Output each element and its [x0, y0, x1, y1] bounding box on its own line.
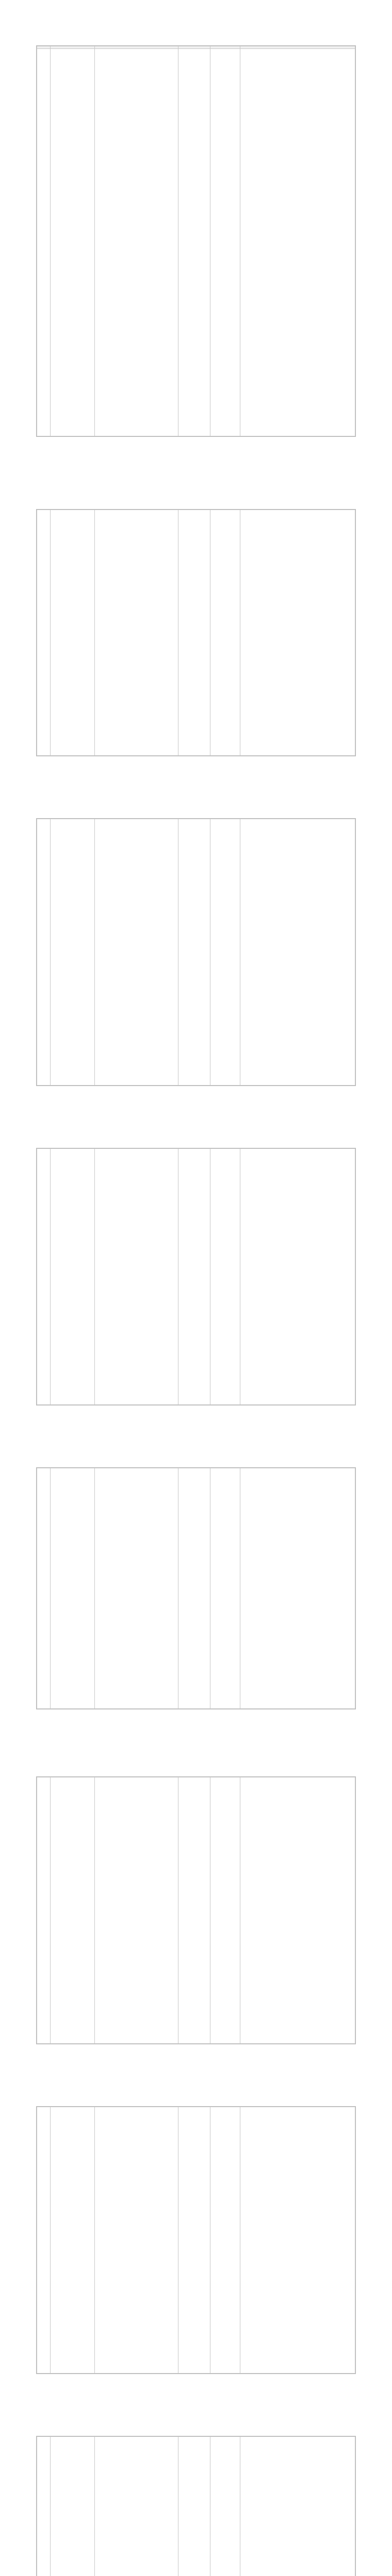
table-cell: [37, 2107, 51, 2374]
table-cell: [210, 1777, 240, 2044]
table-cell: [37, 819, 51, 1086]
table-cell: [95, 2107, 178, 2374]
table-cell: [95, 1468, 178, 1709]
table-block: [36, 509, 356, 756]
table-block: [36, 818, 356, 1086]
table-block: [36, 45, 356, 437]
table-cell: [210, 510, 240, 756]
table-cell: [51, 1149, 95, 1405]
table-cell: [95, 2437, 178, 2576]
table-cell: [178, 1468, 210, 1709]
table-cell: [95, 819, 178, 1086]
table-cell: [37, 1149, 51, 1405]
table-cell: [37, 2437, 51, 2576]
table-cell: [51, 1777, 95, 2044]
table-row: [37, 2107, 355, 2374]
table-cell: [178, 2437, 210, 2576]
table-cell: [210, 2437, 240, 2576]
apps-table: [37, 46, 355, 436]
apps-table: [37, 2107, 355, 2374]
table-cell: [178, 510, 210, 756]
table-cell: [178, 2107, 210, 2374]
table-cell: [95, 510, 178, 756]
table-row: [37, 2437, 355, 2576]
table-cell: [51, 1468, 95, 1709]
table-cell: [95, 1777, 178, 2044]
table-block: [36, 1148, 356, 1405]
table-body: [37, 1777, 355, 2044]
table-cell: [240, 49, 355, 436]
table-cell: [51, 49, 95, 436]
table-cell: [240, 819, 355, 1086]
table-cell: [240, 2107, 355, 2374]
table-body: [37, 1149, 355, 1405]
table-row: [37, 49, 355, 436]
table-cell: [37, 510, 51, 756]
table-row: [37, 819, 355, 1086]
table-cell: [37, 49, 51, 436]
table-cell: [178, 1777, 210, 2044]
table-body: [37, 510, 355, 756]
table-cell: [178, 49, 210, 436]
table-cell: [51, 2107, 95, 2374]
table-cell: [37, 1777, 51, 2044]
apps-table: [37, 819, 355, 1086]
table-body: [37, 2437, 355, 2576]
table-cell: [37, 1468, 51, 1709]
apps-table: [37, 1468, 355, 1709]
table-row: [37, 510, 355, 756]
table-cell: [240, 1149, 355, 1405]
table-cell: [51, 2437, 95, 2576]
table-cell: [51, 819, 95, 1086]
tables-container: [36, 45, 356, 2576]
table-cell: [178, 819, 210, 1086]
table-cell: [210, 1468, 240, 1709]
apps-table: [37, 510, 355, 756]
table-row: [37, 1149, 355, 1405]
apps-table: [37, 1148, 355, 1405]
table-row: [37, 1468, 355, 1709]
apps-table: [37, 1777, 355, 2044]
table-block: [36, 1776, 356, 2044]
table-cell: [210, 49, 240, 436]
table-body: [37, 49, 355, 436]
apps-table: [37, 2436, 355, 2576]
table-cell: [240, 2437, 355, 2576]
table-cell: [178, 1149, 210, 1405]
page-title: [36, 27, 356, 35]
table-block: [36, 1467, 356, 1709]
table-cell: [95, 1149, 178, 1405]
table-cell: [210, 2107, 240, 2374]
table-cell: [95, 49, 178, 436]
table-cell: [51, 510, 95, 756]
table-block: [36, 2106, 356, 2374]
table-cell: [240, 510, 355, 756]
table-body: [37, 819, 355, 1086]
table-cell: [240, 1468, 355, 1709]
table-cell: [240, 1777, 355, 2044]
table-cell: [210, 1149, 240, 1405]
table-body: [37, 1468, 355, 1709]
table-row: [37, 1777, 355, 2044]
table-body: [37, 2107, 355, 2374]
table-cell: [210, 819, 240, 1086]
table-block: [36, 2436, 356, 2576]
document-header: [36, 9, 356, 43]
